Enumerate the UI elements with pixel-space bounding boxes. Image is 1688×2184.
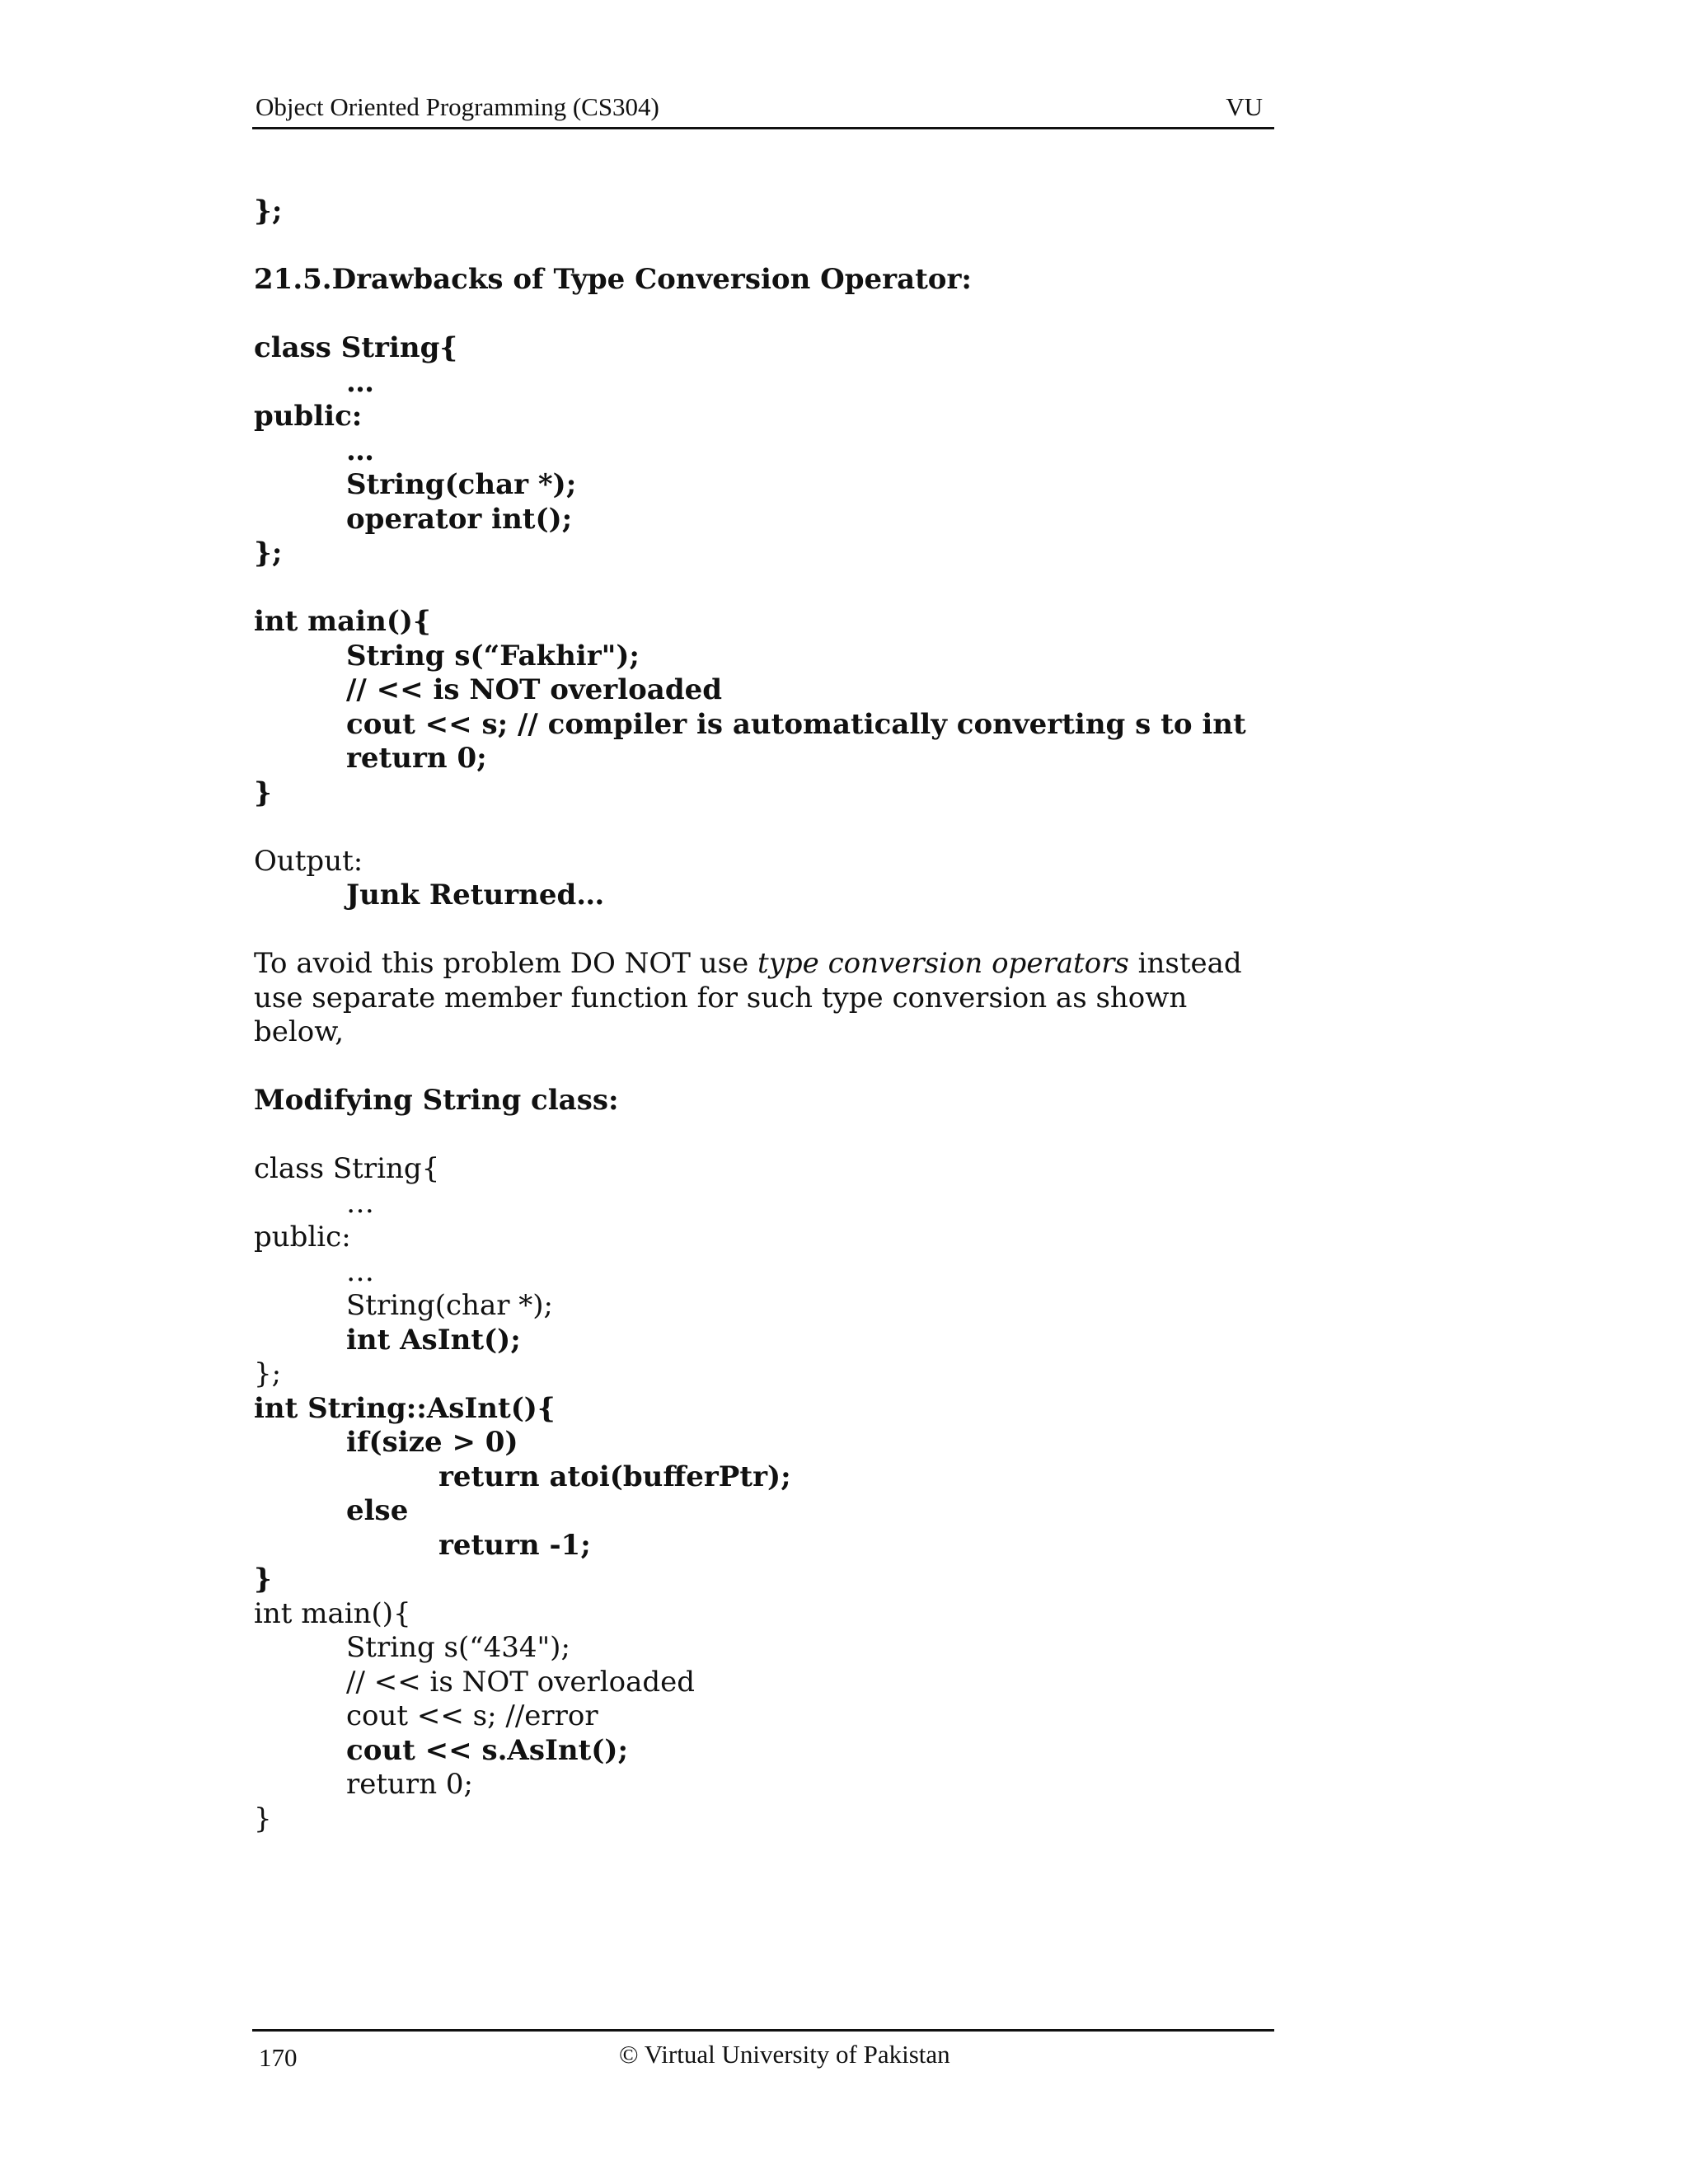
code-line: return -1;	[438, 1528, 591, 1562]
page-header	[252, 89, 1274, 129]
code-line: return 0;	[346, 742, 487, 775]
header-title: Object Oriented Programming (CS304)	[256, 92, 659, 121]
code-line: int main(){	[254, 1596, 411, 1630]
code-line: };	[254, 1357, 282, 1390]
code-line: };	[254, 537, 283, 569]
code-block-2	[254, 605, 1276, 810]
code-line: }	[254, 1802, 272, 1835]
code-line: cout << s.AsInt();	[346, 1733, 629, 1767]
subheading: Modifying String class:	[254, 1084, 619, 1117]
code-line: …	[346, 1186, 374, 1220]
output-label: Output:	[254, 844, 363, 878]
code-line: if(size > 0)	[346, 1426, 518, 1459]
code-line: int String::AsInt(){	[254, 1391, 556, 1425]
code-line: else	[346, 1494, 409, 1527]
code-line: return atoi(bufferPtr);	[438, 1460, 791, 1493]
code-block-1	[254, 331, 1276, 571]
code-line: …	[346, 365, 374, 399]
code-line: // << is NOT overloaded	[346, 673, 722, 706]
code-line: int AsInt();	[346, 1323, 521, 1357]
page-body	[254, 194, 1276, 1836]
code-line: String s(“434");	[346, 1631, 570, 1664]
explanation-paragraph: To avoid this problem DO NOT use type conversion operators instead use separate member function for such type conversion as shown below,	[254, 947, 1242, 1048]
code-line: };	[254, 194, 283, 227]
code-line: int main(){	[254, 605, 431, 638]
code-line: String(char *);	[346, 468, 577, 501]
page-footer	[252, 2029, 1274, 2072]
code-line: public:	[254, 400, 363, 433]
code-line: cout << s; // compiler is automatically converting s to int	[346, 707, 1246, 741]
section-heading: 21.5.Drawbacks of Type Conversion Operator:	[254, 263, 972, 296]
code-line: // << is NOT overloaded	[346, 1665, 696, 1699]
code-line: }	[254, 1563, 272, 1596]
output-value: Junk Returned…	[346, 879, 605, 912]
code-line: return 0;	[346, 1768, 473, 1801]
code-line: cout << s; //error	[346, 1699, 598, 1732]
copyright-notice: © Virtual University of Pakistan	[619, 2040, 950, 2069]
code-line: …	[346, 434, 374, 467]
emphasis-text: type conversion operators	[757, 947, 1129, 980]
code-block-3	[254, 1152, 1276, 1836]
code-line: …	[346, 1254, 374, 1288]
code-line: operator int();	[346, 502, 573, 536]
code-line: String s(“Fakhir");	[346, 639, 640, 673]
code-line: String(char *);	[346, 1289, 553, 1322]
code-line: public:	[254, 1221, 351, 1254]
page-number: 170	[259, 2043, 298, 2072]
code-line: }	[254, 776, 272, 809]
code-line: class String{	[254, 331, 458, 364]
code-line: class String{	[254, 1152, 440, 1185]
header-tag: VU	[1226, 92, 1263, 121]
